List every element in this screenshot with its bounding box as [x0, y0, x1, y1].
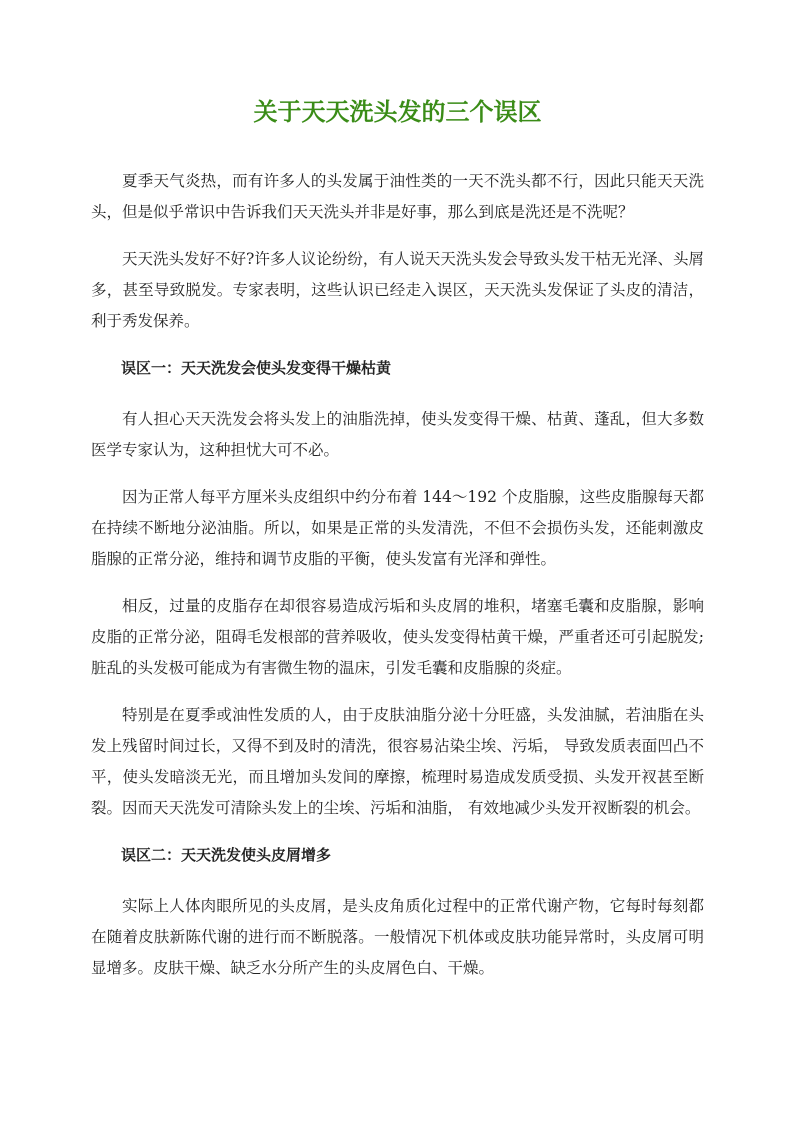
paragraph: 有人担心天天洗发会将头发上的油脂洗掉，使头发变得干燥、枯黄、蓬乱，但大多数医学专家认为，这种担忧大可不必。: [91, 410, 704, 459]
paragraph: 因为正常人每平方厘米头皮组织中约分布着 144～192 个皮脂腺，这些皮脂腺每天都在持续不断地分泌油脂。所以，如果是正常的头发清洗，不但不会损伤头发，还能刺激皮脂腺的正常分泌，维持和调节皮脂的平衡，使头发富有光泽和弹性。: [91, 488, 704, 568]
section-heading: 误区二：天天洗发使头皮屑增多: [121, 846, 332, 864]
document-page: [91, 94, 704, 1000]
paragraph: 天天洗头发好不好?许多人议论纷纷，有人说天天洗头发会导致头发干枯无光泽、头屑多，甚至导致脱发。专家表明，这些认识已经走入误区，天天洗头发保证了头皮的清洁，利于秀发保养。: [91, 250, 704, 330]
document-title: 关于天天洗头发的三个误区: [253, 98, 542, 126]
paragraph: 特别是在夏季或油性发质的人，由于皮肤油脂分泌十分旺盛，头发油腻，若油脂在头发上残留时间过长，又得不到及时的清洗，很容易沾染尘埃、污垢， 导致发质表面凹凸不平，使头发暗淡无光，而且增加头发间的摩擦，梳理时易造成发质受损、头发开衩甚至断裂。因而天天洗发可清除头发上的尘埃、污垢和油脂， 有效地减少头发开衩断裂的机会。: [91, 706, 704, 817]
paragraph: 夏季天气炎热，而有许多人的头发属于油性类的一天不洗头都不行，因此只能天天洗头，但是似乎常识中告诉我们天天洗头并非是好事，那么到底是洗还是不洗呢？: [91, 172, 704, 221]
paragraph: 实际上人体肉眼所见的头皮屑，是头皮角质化过程中的正常代谢产物，它每时每刻都在随着皮肤新陈代谢的进行而不断脱落。一般情况下机体或皮肤功能异常时，头皮屑可明显增多。皮肤干燥、缺乏水分所产生的头皮屑色白、干燥。: [91, 897, 704, 977]
paragraph: 相反，过量的皮脂存在却很容易造成污垢和头皮屑的堆积，堵塞毛囊和皮脂腺，影响皮脂的正常分泌，阻碍毛发根部的营养吸收，使头发变得枯黄干燥，严重者还可引起脱发;脏乱的头发极可能成为有害微生物的温床，引发毛囊和皮脂腺的炎症。: [91, 597, 704, 677]
section-heading: 误区一：天天洗发会使头发变得干燥枯黄: [121, 359, 392, 377]
